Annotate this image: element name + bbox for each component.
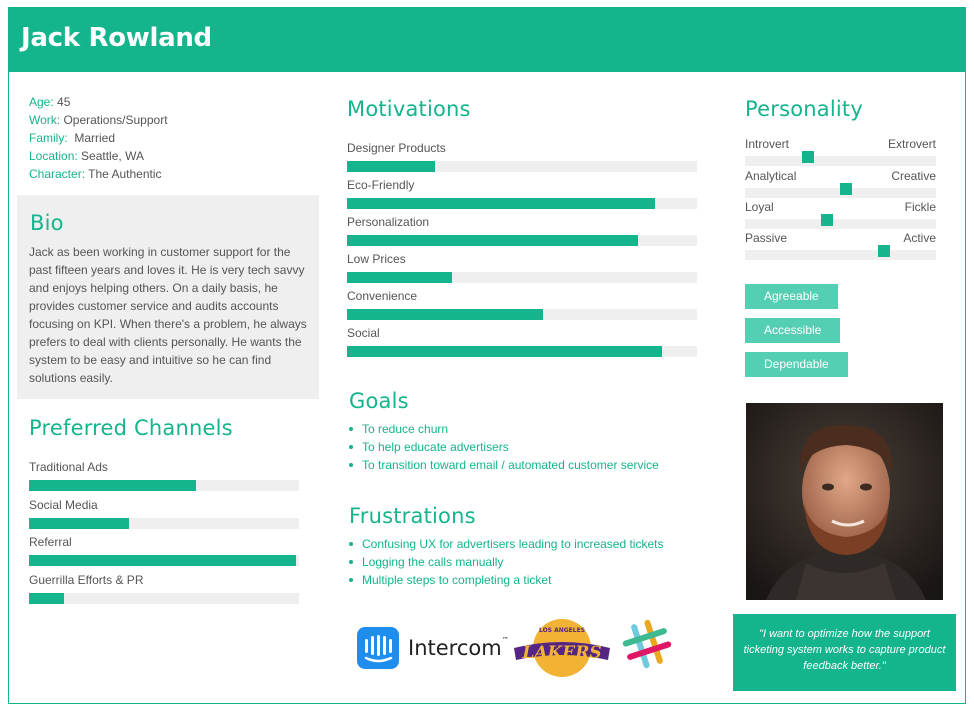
trait-left-label: Analytical	[745, 169, 797, 183]
motivations-bar-track	[347, 198, 697, 209]
personality-title: Personality	[745, 97, 863, 121]
goal-item: To help educate advertisers	[347, 438, 659, 456]
svg-text:LOS ANGELES: LOS ANGELES	[538, 627, 586, 634]
frustrations-title: Frustrations	[349, 504, 476, 528]
motivations-title: Motivations	[347, 97, 471, 121]
channels-bar-track	[29, 518, 299, 529]
channels-label: Traditional Ads	[29, 460, 108, 474]
goal-item: To reduce churn	[347, 420, 659, 438]
info-work: Work: Operations/Support	[29, 113, 168, 127]
svg-text:LAKERS: LAKERS	[522, 643, 602, 663]
lakers-logo	[510, 614, 614, 678]
slack-logo	[620, 618, 674, 670]
channels-bar-track	[29, 555, 299, 566]
trait-left-label: Loyal	[745, 200, 774, 214]
motivations-label: Designer Products	[347, 141, 446, 155]
info-age: Age: 45	[29, 95, 71, 109]
motivations-bar-fill	[347, 346, 662, 357]
motivations-bar-track	[347, 346, 697, 357]
channels-label: Referral	[29, 535, 72, 549]
motivations-bar-fill	[347, 235, 638, 246]
trait-right-label: Creative	[891, 169, 936, 183]
persona-photo	[746, 403, 943, 600]
channels-label: Social Media	[29, 497, 98, 512]
goals-list	[347, 420, 659, 474]
trait-slider-marker	[878, 245, 890, 257]
trait-right-label: Extrovert	[887, 137, 936, 151]
intercom-logo-icon	[357, 627, 399, 669]
portrait-image	[746, 403, 943, 600]
motivations-label: Low Prices	[347, 252, 406, 266]
motivations-bar-track	[347, 309, 697, 320]
info-family: Family: Married	[29, 131, 116, 145]
motivations-bar-fill	[347, 309, 543, 320]
trait-right-label: Fickle	[904, 200, 936, 214]
bio-panel	[17, 195, 319, 399]
goals-title: Goals	[349, 389, 409, 413]
persona-name: Jack Rowland	[21, 23, 212, 53]
trait-left-label: Passive	[745, 231, 788, 245]
info-character: Character: The Authentic	[29, 167, 162, 181]
channels-bar-fill	[29, 593, 64, 604]
header-banner	[8, 7, 966, 72]
motivations-bar-track	[347, 235, 697, 246]
tag-dependable: Dependable	[745, 352, 848, 377]
frustration-item: Logging the calls manually	[347, 553, 663, 571]
motivations-bar-track	[347, 272, 697, 283]
motivations-bar-fill	[347, 272, 452, 283]
goal-item: To transition toward email / automated customer service	[347, 456, 659, 474]
motivations-bar-fill	[347, 161, 435, 172]
trait-slider-marker	[821, 214, 833, 226]
frustration-item: Multiple steps to completing a ticket	[347, 571, 663, 589]
channels-label: Guerrilla Efforts & PR	[29, 572, 144, 587]
motivations-bar-track	[347, 161, 697, 172]
trait-slider-marker	[840, 183, 852, 195]
trait-slider-track	[745, 219, 936, 229]
frustration-item: Confusing UX for advertisers leading to increased tickets	[347, 535, 663, 553]
trait-left-label: Introvert	[745, 137, 790, 151]
trait-slider-marker	[802, 151, 814, 163]
persona-info	[29, 93, 168, 183]
trait-right-label: Active	[903, 231, 936, 245]
trait-slider-track	[745, 250, 936, 260]
channels-bar-fill	[29, 480, 196, 491]
channels-title: Preferred Channels	[29, 416, 233, 440]
motivations-label: Eco-Friendly	[347, 178, 415, 192]
channels-bar-fill	[29, 555, 296, 566]
persona-quote: "I want to optimize how the support ticketing system works to capture product feedback better."	[733, 614, 956, 691]
tag-agreeable: Agreeable	[745, 284, 838, 309]
info-location: Location: Seattle, WA	[29, 149, 144, 163]
motivations-label: Personalization	[347, 215, 430, 229]
channels-bar-fill	[29, 518, 129, 529]
bio-title: Bio	[30, 211, 64, 235]
tag-accessible: Accessible	[745, 318, 840, 343]
frustrations-list	[347, 535, 663, 589]
trait-slider-track	[745, 188, 936, 198]
motivations-label: Social	[347, 326, 380, 340]
trait-slider-track	[745, 156, 936, 166]
channels-bar-track	[29, 593, 299, 604]
motivations-label: Convenience	[347, 289, 418, 303]
channels-bar-track	[29, 480, 299, 491]
motivations-bar-fill	[347, 198, 655, 209]
intercom-logo-text: Intercom™	[408, 636, 509, 660]
bio-text: Jack as been working in customer support for the past fifteen years and loves it. He is very tech savvy and enjoys helping others. On a daily basis, he provides customer service and audits accounts focusing on KPI. When there's a problem, he always prefers to deal with clients personally. He wants the system to be easy and intuitive so he can find solutions easily.	[29, 245, 307, 385]
